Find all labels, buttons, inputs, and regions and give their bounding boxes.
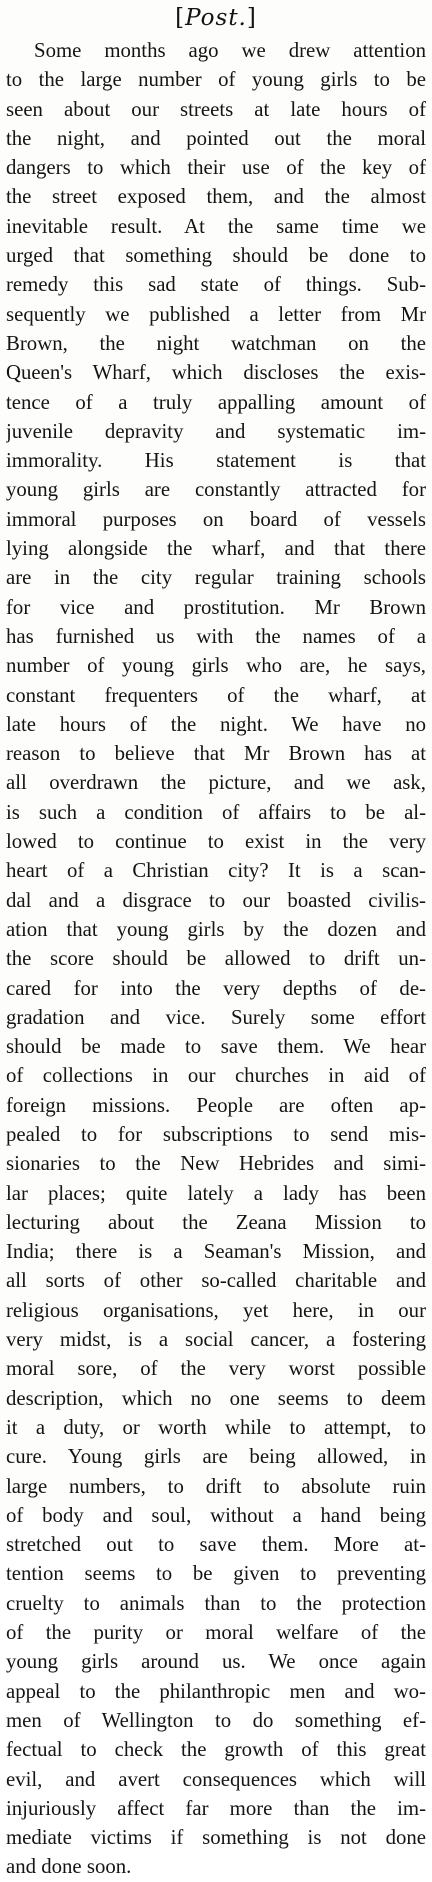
article-line: should be made to save them. We hear: [6, 1035, 426, 1059]
article-line: appeal to the philanthropic men and wo-: [6, 1679, 426, 1703]
article-body: [6, 36, 426, 1882]
article-line: tence of a truly appalling amount of: [6, 390, 426, 414]
article-line: constant frequenters of the wharf, at: [6, 683, 426, 707]
article-line: foreign missions. People are often ap-: [6, 1093, 426, 1117]
source-attribution: [0, 3, 432, 33]
article-line: lowed to continue to exist in the very: [6, 830, 426, 854]
article-line: immorality. His statement is that: [6, 449, 426, 473]
article-line: the score should be allowed to drift un-: [6, 947, 426, 971]
article-line: urged that something should be done to: [6, 244, 426, 268]
article-line: Some months ago we drew attention: [34, 39, 426, 62]
article-line: for vice and prostitution. Mr Brown: [6, 595, 426, 619]
article-line: dal and a disgrace to our boasted civilis-: [6, 888, 426, 912]
article-line: sionaries to the New Hebrides and simi-: [6, 1152, 426, 1176]
source-name: Post.: [185, 5, 247, 31]
article-line: ation that young girls by the dozen and: [6, 917, 426, 941]
article-line: cure. Young girls are being allowed, in: [6, 1445, 426, 1469]
article-line: the street exposed them, and the almost: [6, 185, 426, 209]
open-bracket: [: [175, 5, 186, 31]
article-line: it a duty, or worth while to attempt, to: [6, 1415, 426, 1439]
article-line: juvenile depravity and systematic im-: [6, 419, 426, 443]
article-line: Brown, the night watchman on the: [6, 331, 426, 355]
article-line: dangers to which their use of the key of: [6, 156, 426, 180]
article-line: heart of a Christian city? It is a scan-: [6, 859, 426, 883]
article-line: India; there is a Seaman's Mission, and: [6, 1240, 426, 1264]
article-line: young girls around us. We once again: [6, 1650, 426, 1674]
article-line: moral sore, of the very worst possible: [6, 1357, 426, 1381]
article-line: inevitable result. At the same time we: [6, 214, 426, 238]
article-line: seen about our streets at late hours of: [6, 97, 426, 121]
article-line: is such a condition of affairs to be al-: [6, 800, 426, 824]
article-line: men of Wellington to do something ef-: [6, 1708, 426, 1732]
article-line: lar places; quite lately a lady has been: [6, 1181, 426, 1205]
article-line: number of young girls who are, he says,: [6, 654, 426, 678]
article-line: of collections in our churches in aid of: [6, 1064, 426, 1088]
article-line: gradation and vice. Surely some effort: [6, 1005, 426, 1029]
article-line: lying alongside the wharf, and that there: [6, 537, 426, 561]
article-line: cared for into the very depths of de-: [6, 976, 426, 1000]
article-line: lecturing about the Zeana Mission to: [6, 1210, 426, 1234]
article-line: religious organisations, yet here, in our: [6, 1298, 426, 1322]
article-line: fectual to check the growth of this great: [6, 1738, 426, 1762]
article-line: and done soon.: [6, 1855, 132, 1879]
article-line: all overdrawn the picture, and we ask,: [6, 771, 426, 795]
article-line: cruelty to animals than to the protection: [6, 1591, 426, 1615]
article-line: of body and soul, without a hand being: [6, 1503, 426, 1527]
article-line: remedy this sad state of things. Sub-: [6, 273, 426, 297]
article-line: of the purity or moral welfare of the: [6, 1621, 426, 1645]
article-line: are in the city regular training schools: [6, 566, 426, 590]
article-line: very midst, is a social cancer, a fostering: [6, 1328, 426, 1352]
article-line: Queen's Wharf, which discloses the exis-: [6, 361, 426, 385]
article-line: the night, and pointed out the moral: [6, 126, 426, 150]
article-line: has furnished us with the names of a: [6, 624, 426, 648]
article-line: immoral purposes on board of vessels: [6, 507, 426, 531]
article-line: late hours of the night. We have no: [6, 712, 426, 736]
article-line: all sorts of other so-called charitable and: [6, 1269, 426, 1293]
article-line: sequently we published a letter from Mr: [6, 302, 426, 326]
article-line: young girls are constantly attracted for: [6, 478, 426, 502]
article-line: to the large number of young girls to be: [6, 68, 426, 92]
article-line: mediate victims if something is not done: [6, 1826, 426, 1850]
article-line: injuriously affect far more than the im-: [6, 1796, 426, 1820]
article-line: reason to believe that Mr Brown has at: [6, 742, 426, 766]
article-line: stretched out to save them. More at-: [6, 1533, 426, 1557]
article-line: evil, and avert consequences which will: [6, 1767, 426, 1791]
close-bracket: ]: [246, 5, 257, 31]
article-line: large numbers, to drift to absolute ruin: [6, 1474, 426, 1498]
article-line: tention seems to be given to preventing: [6, 1562, 426, 1586]
article-line: pealed to for subscriptions to send mis-: [6, 1122, 426, 1146]
article-line: description, which no one seems to deem: [6, 1386, 426, 1410]
